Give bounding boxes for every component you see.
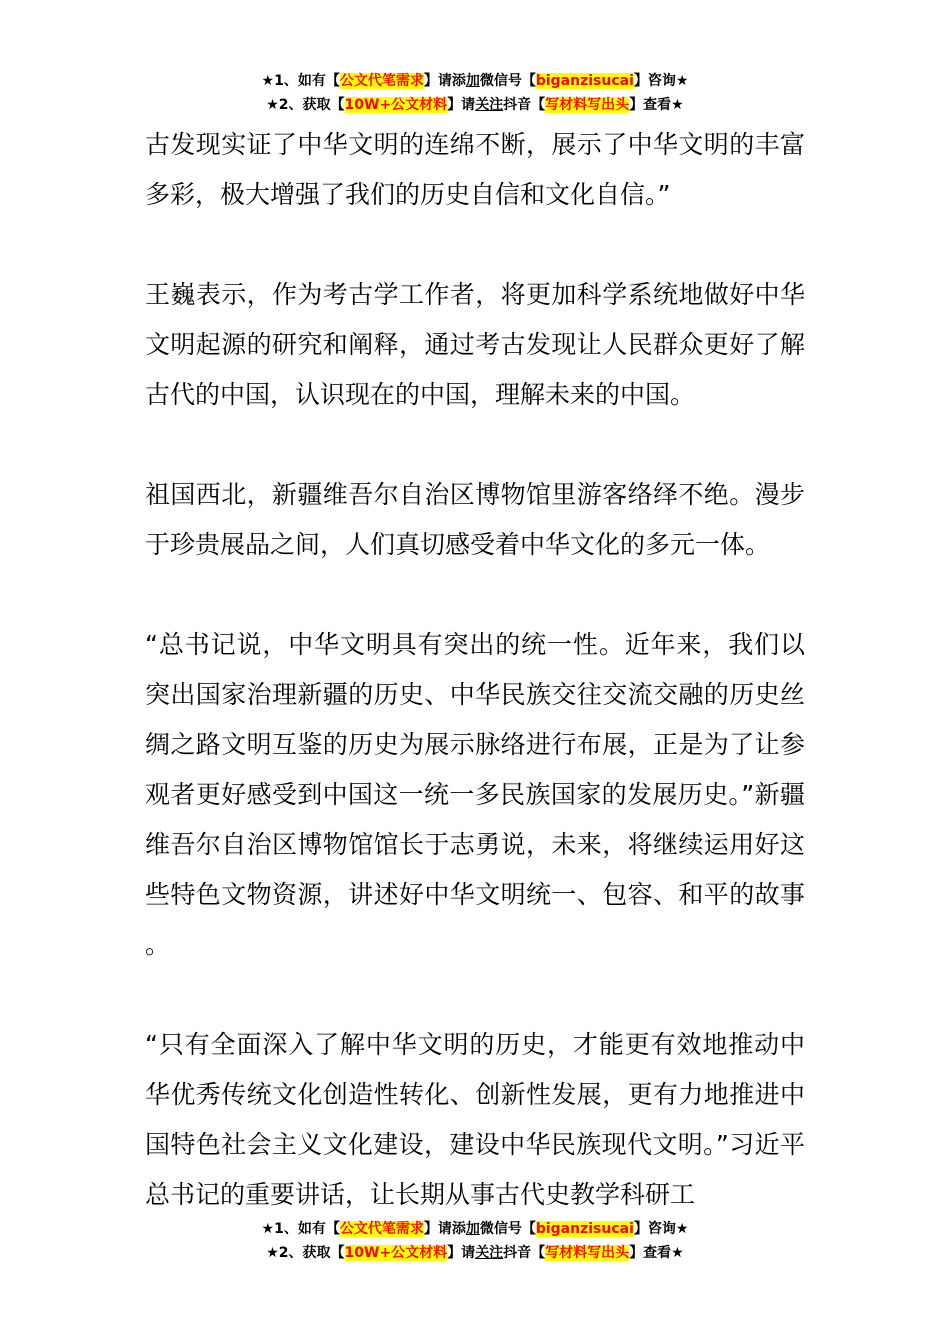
paragraph-1: 古发现实证了中华文明的连绵不断，展示了中华文明的丰富多彩，极大增强了我们的历史自信和文化自信。” <box>145 130 805 209</box>
header-banner <box>0 69 950 117</box>
paragraph-4: “总书记说，中华文明具有突出的统一性。近年来，我们以突出国家治理新疆的历史、中华民族交往交流交融的历史丝绸之路文明互鉴的历史为展示脉络进行布展，正是为了让参观者更好感受到中国这一统一多民族国家的发展历史。”新疆维吾尔自治区博物馆馆长于志勇说，未来，将继续运用好这些特色文物资源，讲述好中华文明统一、包容、和平的故事。 <box>145 630 805 959</box>
paragraph-5: “只有全面深入了解中华文明的历史，才能更有效地推动中华优秀传统文化创造性转化、创新性发展，更有力地推进中国特色社会主义文化建设，建设中华民族现代文明。”习近平总书记的重要讲话，让长期从事古代史教学科研工 <box>145 1030 805 1209</box>
banner-line-1: ★1、如有【公文代笔需求】请添加微信号【biganzisucai】咨询★ <box>261 1221 689 1237</box>
highlight-materials: 10W+公文材料 <box>344 97 448 113</box>
banner-line-2: ★2、获取【10W+公文材料】请关注抖音【写材料写出头】查看★ <box>266 1245 684 1261</box>
paragraph-2: 王巍表示，作为考古学工作者，将更加科学系统地做好中华文明起源的研究和阐释，通过考古发现让人民群众更好了解古代的中国，认识现在的中国，理解未来的中国。 <box>145 280 805 409</box>
highlight-douyin-account: 写材料写出头 <box>545 1245 630 1261</box>
banner-line-2: ★2、获取【10W+公文材料】请关注抖音【写材料写出头】查看★ <box>266 97 684 113</box>
highlight-wechat-id: biganzisucai <box>535 73 634 89</box>
highlight-wechat-id: biganzisucai <box>535 1221 634 1237</box>
paragraph-3: 祖国西北，新疆维吾尔自治区博物馆里游客络绎不绝。漫步于珍贵展品之间，人们真切感受着中华文化的多元一体。 <box>145 480 805 559</box>
document-body <box>145 120 805 1220</box>
highlight-douyin-account: 写材料写出头 <box>545 97 630 113</box>
footer-banner <box>0 1217 950 1265</box>
highlight-service: 公文代笔需求 <box>339 73 424 89</box>
banner-line-1: ★1、如有【公文代笔需求】请添加微信号【biganzisucai】咨询★ <box>261 73 689 89</box>
highlight-service: 公文代笔需求 <box>339 1221 424 1237</box>
highlight-materials: 10W+公文材料 <box>344 1245 448 1261</box>
